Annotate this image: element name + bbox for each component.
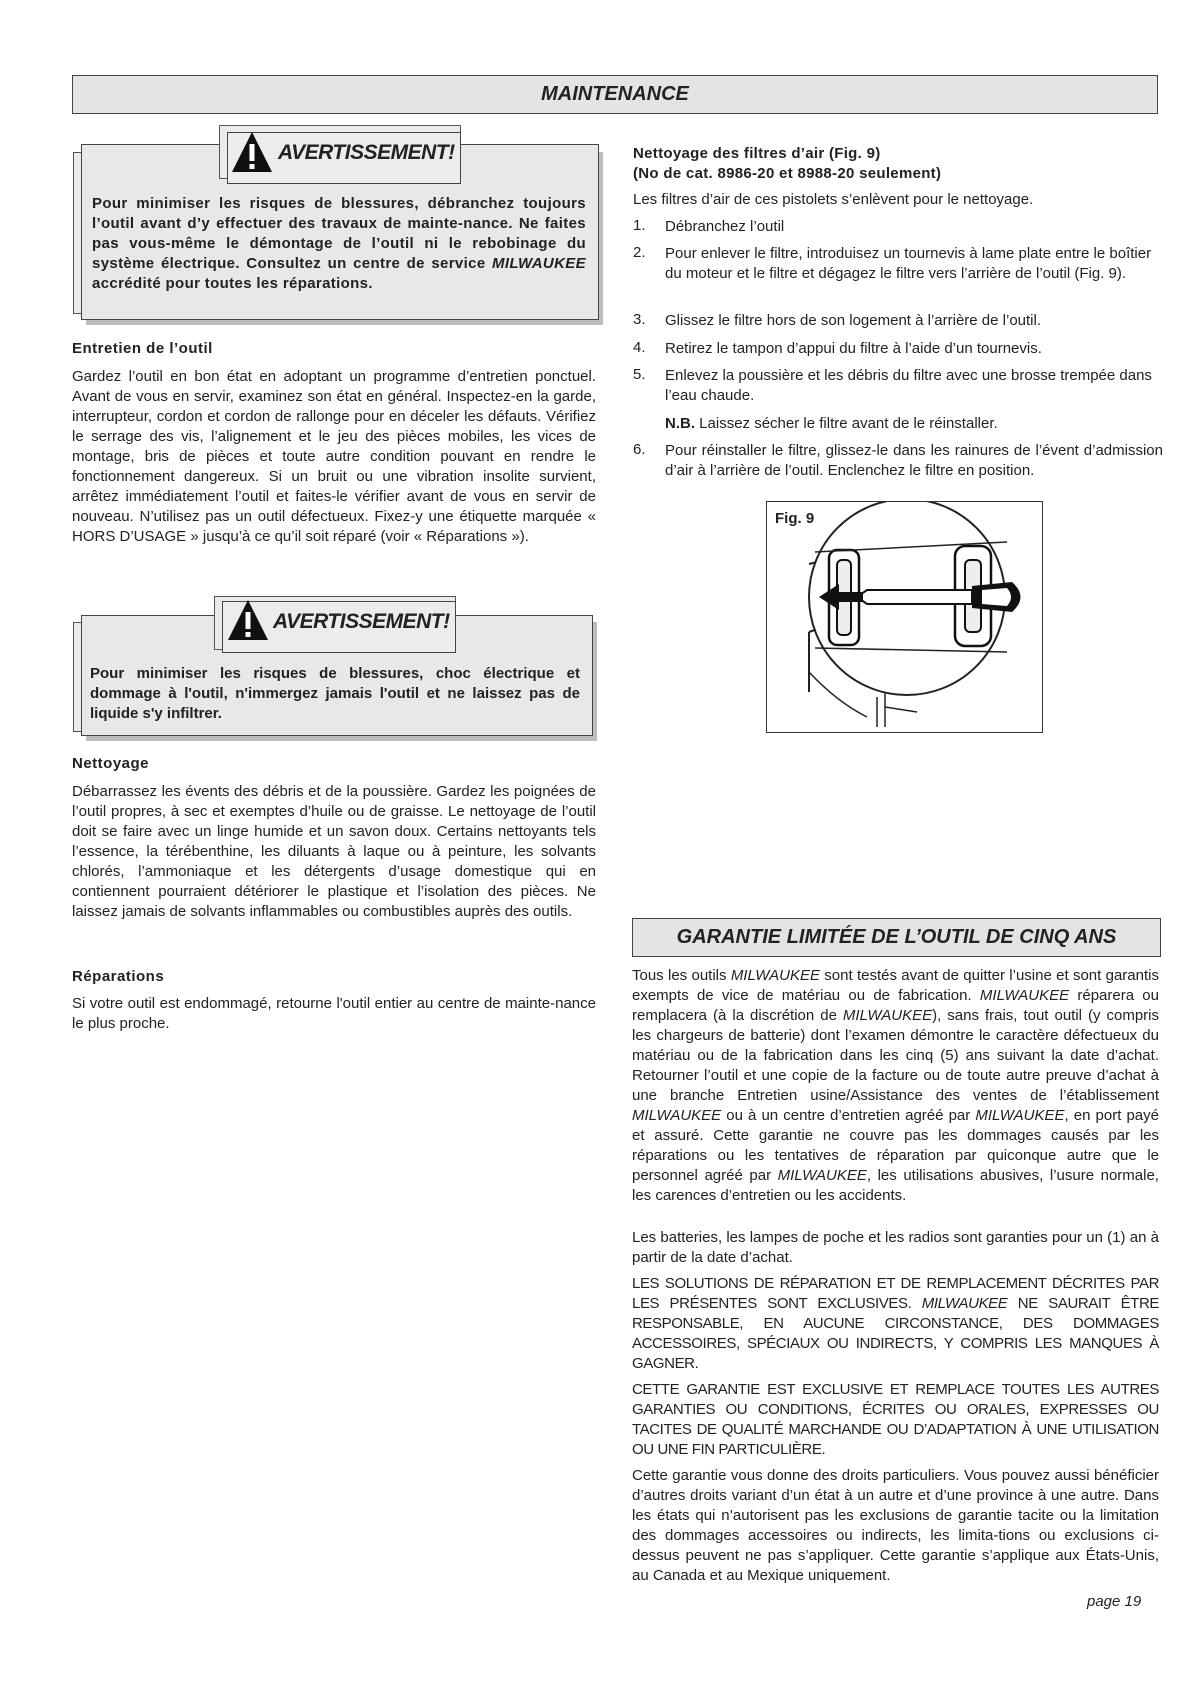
garantie-paragraph-1: Tous les outils MILWAUKEE sont testés avant de quitter l’usine et sont garantis exempts de vice de matériau ou de fabrication. MILWAUKEE réparera ou remplacera (à la discrétion de MILWAUKEE), sans frais, tout outil (y compris les chargeurs de batterie) dont l’examen démontre le caractère défectueux du matériau ou de la fabrication dans les cinq (5) ans suivant la date d’achat. Retourner l’outil et une copie de la facture ou de toute autre preuve d’achat à une branche Entretien usine/Assistance des ventes de l’établissement MILWAUKEE ou à un centre d’entretien agréé par MILWAUKEE, en port payé et assuré. Cette garantie ne couvre pas les dommages causés par les réparations ou les tentatives de réparation par quiconque autre que le personnel agréé par MILWAUKEE, les utilisations abusives, l’usure normale, les carences d’entretien ou les accidents. xyxy=(632,967,1159,1204)
warning-2-text: Pour minimiser les risques de blessures, choc électrique et dommage à l'outil, n'immergez jamais l'outil et ne laissez pas de liquide s'y infiltrer. xyxy=(90,665,580,722)
garantie-paragraph-2: Les batteries, les lampes de poche et les radios sont garanties pour un (1) an à partir de la date d’achat. xyxy=(632,1229,1159,1266)
warning-1-text: Pour minimiser les risques de blessures, débranchez toujours l’outil avant d’y effectuer des travaux de mainte-nance. Ne faites pas vous-même le démontage de l’outil ni le rebobinage du système électrique. Consultez un centre de service MILWAUKEE accrédité pour toutes les réparations. xyxy=(92,195,586,292)
nettoyage-heading: Nettoyage xyxy=(72,755,150,772)
filtres-heading xyxy=(633,144,941,184)
figure-9-label: Fig. 9 xyxy=(775,510,815,527)
step-1-number: 1. xyxy=(633,217,646,234)
step-note: N.B. Laissez sécher le filtre avant de le réinstaller. xyxy=(665,415,998,432)
step-3-text: Glissez le filtre hors de son logement à l’arrière de l’outil. xyxy=(665,312,1042,329)
warning-1-title: AVERTISSEMENT! xyxy=(278,141,455,164)
garantie-paragraph-4: CETTE GARANTIE EST EXCLUSIVE ET REMPLACE TOUTES LES AUTRES GARANTIES OU CONDITIONS, ÉCRITES OU ORALES, EXPRESSES OU TACITES DE QUALITÉ MARCHANDE OU D’ADAPTATION À UNE UTILISATION OU UNE FIN PARTICULIÈRE. xyxy=(632,1381,1159,1458)
warning-2-title: AVERTISSEMENT! xyxy=(273,610,450,633)
step-1-text: Débranchez l’outil xyxy=(665,218,785,235)
step-4-text: Retirez le tampon d’appui du filtre à l’aide d’un tournevis. xyxy=(665,340,1042,357)
step-5-text: Enlevez la poussière et les débris du filtre avec une brosse trempée dans l’eau chaude. xyxy=(665,367,1152,404)
garantie-paragraph-3: LES SOLUTIONS DE RÉPARATION ET DE REMPLACEMENT DÉCRITES PAR LES PRÉSENTES SONT EXCLUSIVES. MILWAUKEE NE SAURAIT ÊTRE RESPONSABLE, EN AUCUNE CIRCONSTANCE, DES DOMMAGES ACCESSOIRES, SPÉCIAUX OU INDIRECTS, Y COMPRIS LES MANQUES À GAGNER. xyxy=(632,1275,1159,1372)
maintenance-header xyxy=(72,75,1158,114)
step-3-number: 3. xyxy=(633,311,646,328)
nettoyage-text: Débarrassez les évents des débris et de la poussière. Gardez les poignées de l’outil propres, à sec et exemptes d’huile ou de graisse. Le nettoyage de l’outil doit se faire avec un linge humide et un savon doux. Certains nettoyants tels l’essence, la térébenthine, les diluants à laque ou à peinture, les solvants chlorés, l’ammoniaque et les détergents d’usage domestique qui en contiennent pourraient détériorer le plastique et l’isolation des pièces. Ne laissez jamais de solvants inflammables ou combustibles auprès des outils. xyxy=(72,783,596,920)
step-4-number: 4. xyxy=(633,339,646,356)
warning-triangle-icon xyxy=(230,130,274,174)
maintenance-title: MAINTENANCE xyxy=(541,83,689,105)
air-filter-illustration xyxy=(767,502,1042,732)
entretien-text: Gardez l’outil en bon état en adoptant un programme d’entretien ponctuel. Avant de vous en servir, examinez son état en général. Inspectez-en la garde, interrupteur, cordon et cordon de rallonge pour en déceler les défauts. Vérifiez le serrage des vis, l’alignement et le jeu des pièces mobiles, les vices de montage, bris de pièces et toute autre condition pouvant en rendre le fonctionnement dangereux. Si un bruit ou une vibration insolite survient, arrêtez immédiatement l’outil et faites-le vérifier avant de vous en servir de nouveau. N’utilisez pas un outil défectueux. Fixez-y une étiquette marquée « HORS D’USAGE » jusqu’à ce qu’il soit réparé (voir « Réparations »). xyxy=(72,368,596,545)
reparations-text: Si votre outil est endommagé, retourne l'outil entier au centre de mainte-nance le plus proche. xyxy=(72,995,596,1032)
figure-9 xyxy=(766,501,1043,733)
warning-triangle-icon xyxy=(226,598,270,642)
page-number: page 19 xyxy=(1087,1593,1142,1610)
step-2-number: 2. xyxy=(633,244,646,261)
filtres-intro: Les filtres d’air de ces pistolets s’enlèvent pour le nettoyage. xyxy=(633,191,1034,208)
step-5-number: 5. xyxy=(633,366,646,383)
garantie-title: GARANTIE LIMITÉE DE L’OUTIL DE CINQ ANS xyxy=(676,926,1117,948)
reparations-heading: Réparations xyxy=(72,968,165,985)
step-6-number: 6. xyxy=(633,441,646,458)
filtres-heading-line-1: Nettoyage des filtres d’air (Fig. 9) xyxy=(633,145,881,162)
filtres-heading-line-2: (No de cat. 8986-20 et 8988-20 seulement) xyxy=(633,165,942,182)
garantie-header xyxy=(632,918,1161,957)
step-2-text: Pour enlever le filtre, introduisez un tournevis à lame plate entre le boîtier du moteur et le filtre et dégagez le filtre vers l’arrière de l’outil (Fig. 9). xyxy=(665,245,1152,282)
entretien-heading: Entretien de l’outil xyxy=(72,340,213,357)
step-6-text: Pour réinstaller le filtre, glissez-le dans les rainures de l’évent d’admission d’air à l’arrière de l’outil. Enclenchez le filtre en position. xyxy=(665,442,1163,479)
garantie-paragraph-5: Cette garantie vous donne des droits particuliers. Vous pouvez aussi bénéficier d’autres droits variant d’un état à un autre et d’une province à une autre. Dans les états qui n’autorisent pas les exclusions de garantie tacite ou la limitation des dommages accessoires ou indirects, les limita-tions ou exclusions ci-dessus peuvent ne pas s’appliquer. Cette garantie s’applique aux États-Unis, au Canada et au Mexique uniquement. xyxy=(632,1467,1159,1584)
